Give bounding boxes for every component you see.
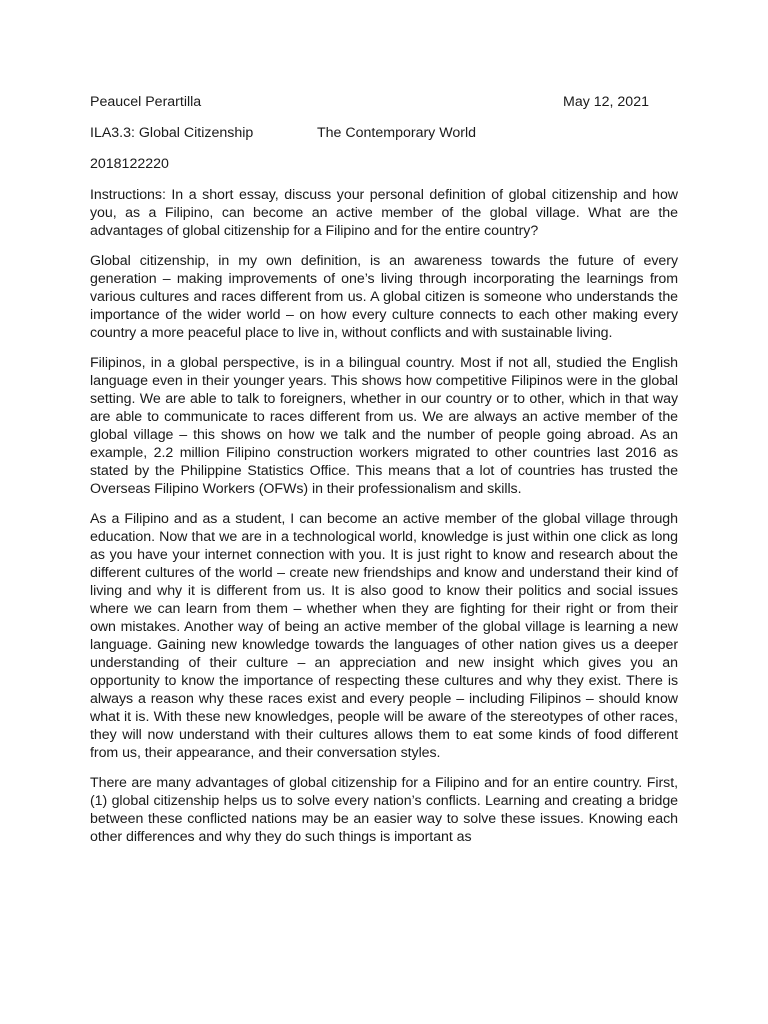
- course-title: The Contemporary World: [317, 125, 477, 141]
- author-name: Peaucel Perartilla: [90, 94, 202, 110]
- essay-paragraph: Filipinos, in a global perspective, is in a bilingual country. Most if not all, studied the English language even in their younger years. This shows how competitive Filipinos were in the global setting. We are able to talk to foreigners, whether in our country or to other, which in that way are able to communicate to races different from us. We are always an active member of the global village – this shows on how we talk and the number of people going abroad. As an example, 2.2 million Filipino construction workers migrated to other countries last 2016 as stated by the Philippine Statistics Office. This means that a lot of countries has trusted the Overseas Filipino Workers (OFWs) in their professionalism and skills.: [90, 355, 678, 497]
- document-page: [90, 93, 678, 858]
- header-line-course: [90, 124, 678, 142]
- essay-paragraph: Global citizenship, in my own definition, is an awareness towards the future of every generation – making improvements of one’s living through incorporating the learnings from various cultures and races different from us. A global citizen is someone who understands the importance of the wider world – on how every culture connects to each other making every country a more peaceful place to live in, without conflicts and with sustainable living.: [90, 253, 678, 341]
- instructions-paragraph: Instructions: In a short essay, discuss your personal definition of global citizenship and how you, as a Filipino, can become an active member of the global village. What are the advantages of global citizenship for a Filipino and for the entire country?: [90, 187, 678, 239]
- essay-paragraph: There are many advantages of global citizenship for a Filipino and for an entire country. First, (1) global citizenship helps us to solve every nation’s conflicts. Learning and creating a bridge between these conflicted nations may be an easier way to solve these issues. Knowing each other differences and why they do such things is important as: [90, 775, 678, 845]
- header-line-id: [90, 155, 678, 173]
- essay-paragraph: As a Filipino and as a student, I can become an active member of the global village through education. Now that we are in a technological world, knowledge is just within one click as long as you have your internet connection with you. It is just right to know and research about the different cultures of the world – create new friendships and know and understand their kind of living and why it is different from us. It is also good to know their politics and social issues where we can learn from them – whether when they are fighting for their right or from their own mistakes. Another way of being an active member of the global village is learning a new language. Gaining new knowledge towards the languages of other nation gives us a deeper understanding of their culture – an appreciation and new insight which gives you an opportunity to know the importance of respecting these cultures and why they exist. There is always a reason why these races exist and every people – including Filipinos – should know what it is. With these new knowledges, people will be aware of the stereotypes of other races, they will now understand with their cultures allows them to eat some kinds of food different from us, their appearance, and their conversation styles.: [90, 511, 678, 761]
- assignment-code: ILA3.3: Global Citizenship: [90, 125, 254, 141]
- document-date: May 12, 2021: [563, 94, 649, 110]
- student-id: 2018122220: [90, 156, 169, 172]
- header-line-author: [90, 93, 678, 111]
